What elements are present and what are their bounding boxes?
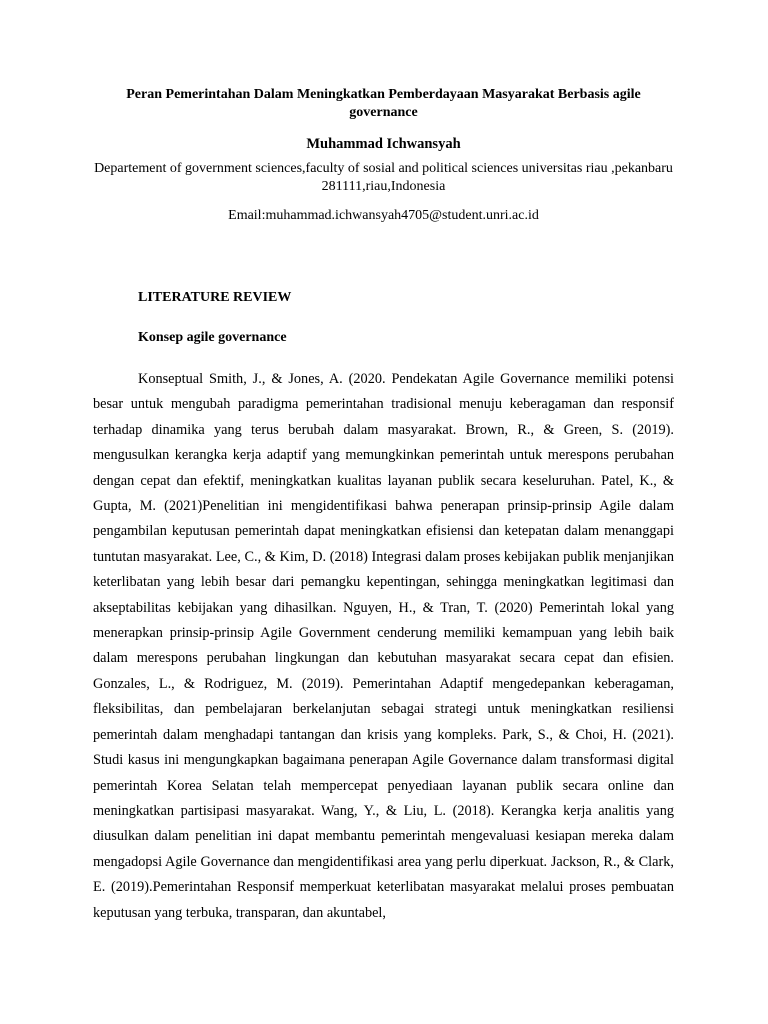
subsection-heading: Konsep agile governance: [138, 330, 287, 345]
author-affiliation: Departement of government sciences,faculty of sosial and political sciences universitas riau ,pekanbaru 281111,riau,Indonesia: [94, 161, 673, 194]
section-heading: LITERATURE REVIEW: [138, 290, 292, 305]
body-paragraph: Konseptual Smith, J., & Jones, A. (2020. Pendekatan Agile Governance memiliki potensi besar untuk mengubah paradigma pemerintahan tradisional menuju keberagaman dan responsif terhadap dinamika yang terus berubah dalam masyarakat. Brown, R., & Green, S. (2019). mengusulkan kerangka kerja adaptif yang memungkinkan pemerintah untuk merespons perubahan dengan cepat dan efektif, meningkatkan kualitas layanan publik secara keseluruhan. Patel, K., & Gupta, M. (2021)Penelitian ini mengidentifikasi bahwa penerapan prinsip-prinsip Agile dalam pengambilan keputusan pemerintah dapat meningkatkan efisiensi dan ketepatan dalam menanggapi tuntutan masyarakat. Lee, C., & Kim, D. (2018) Integrasi dalam proses kebijakan publik menjanjikan keterlibatan yang lebih besar dari pemangku kepentingan, sehingga meningkatkan legitimasi dan akseptabilitas kebijakan yang dihasilkan. Nguyen, H., & Tran, T. (2020) Pemerintah lokal yang menerapkan prinsip-prinsip Agile Government cenderung memiliki kemampuan yang lebih baik dalam merespons perubahan lingkungan dan kebutuhan masyarakat secara cepat dan efisien. Gonzales, L., & Rodriguez, M. (2019). Pemerintahan Adaptif mengedepankan keberagaman, fleksibilitas, dan pembelajaran berkelanjutan sebagai strategi untuk meningkatkan resiliensi pemerintah dalam menghadapi tantangan dan krisis yang kompleks. Park, S., & Choi, H. (2021). Studi kasus ini mengungkapkan bagaimana penerapan Agile Governance dalam transformasi digital pemerintah Korea Selatan telah mempercepat penyediaan layanan publik secara online dan meningkatkan partisipasi masyarakat. Wang, Y., & Liu, L. (2018). Kerangka kerja analitis yang diusulkan dalam penelitian ini dapat membantu pemerintah mengevaluasi kesiapan mereka dalam mengadopsi Agile Governance dan mengidentifikasi area yang perlu diperkuat. Jackson, R., & Clark, E. (2019).Pemerintahan Responsif memperkuat keterlibatan masyarakat melalui proses pembuatan keputusan yang terbuka, transparan, dan akuntabel,: [93, 371, 674, 921]
author-email: Email:muhammad.ichwansyah4705@student.unri.ac.id: [228, 208, 539, 223]
author-name: Muhammad Ichwansyah: [306, 136, 461, 152]
document-page: [93, 86, 674, 926]
document-title: Peran Pemerintahan Dalam Meningkatkan Pemberdayaan Masyarakat Berbasis agile governance: [126, 87, 641, 120]
